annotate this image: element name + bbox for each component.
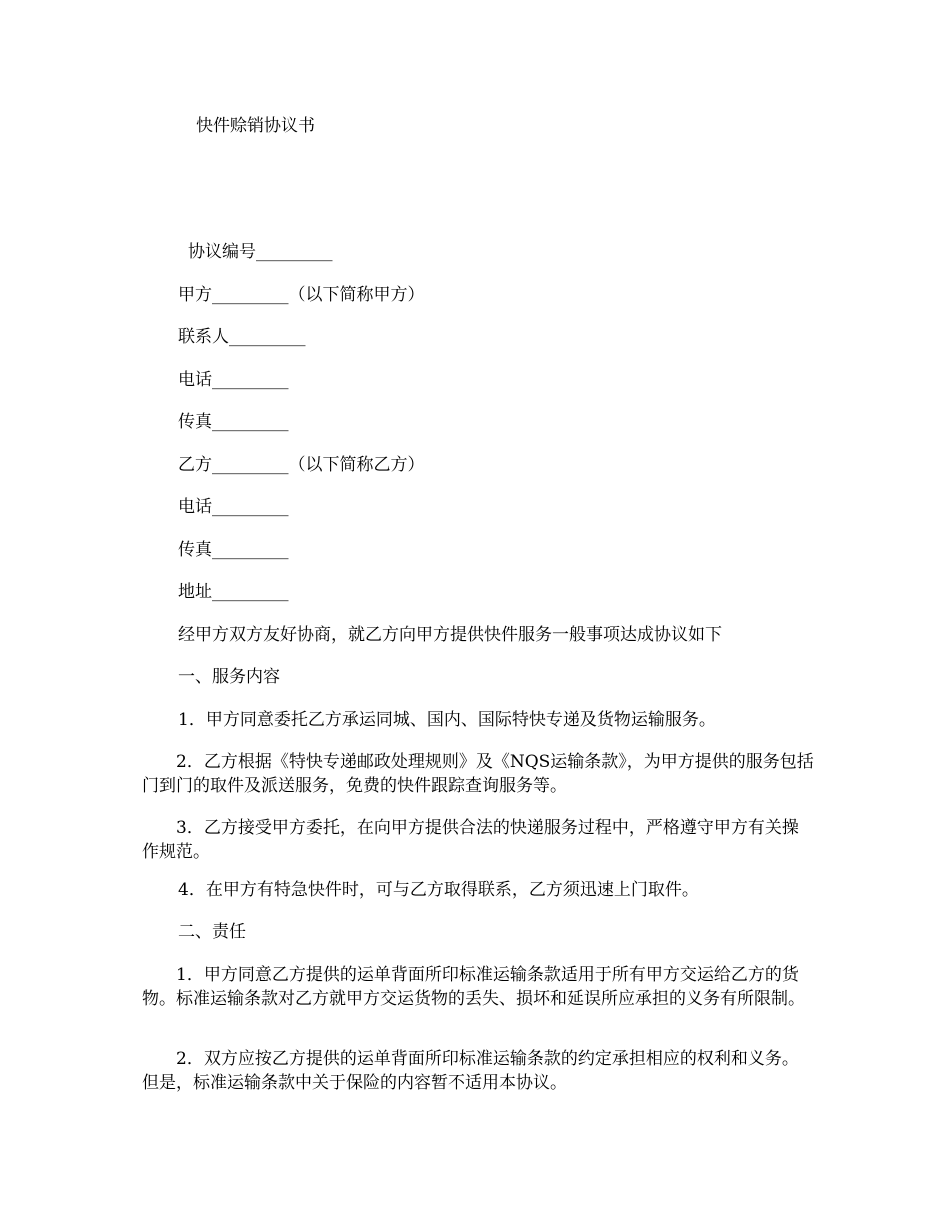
party-b-field: 乙方_________（以下简称乙方） <box>178 455 425 475</box>
agreement-number-field: 协议编号_________ <box>188 242 333 262</box>
clause-item: 4．在甲方有特急快件时，可与乙方取得联系，乙方须迅速上门取件。 <box>178 880 699 900</box>
party-b-fax-field: 传真_________ <box>178 540 289 560</box>
contact-person-field: 联系人_________ <box>178 327 306 347</box>
clause-item: 1．甲方同意委托乙方承运同城、国内、国际特快专递及货物运输服务。 <box>178 710 716 730</box>
address-field: 地址_________ <box>178 582 289 602</box>
party-a-fax-field: 传真_________ <box>178 412 289 432</box>
clause-item: 3．乙方接受甲方委托，在向甲方提供合法的快递服务过程中，严格遵守甲方有关操作规范。 <box>142 818 799 862</box>
section-heading-responsibility: 二、责任 <box>178 922 246 942</box>
party-a-phone-field: 电话_________ <box>178 370 289 390</box>
clause-item: 2．乙方根据《特快专递邮政处理规则》及《NQS运输条款》，为甲方提供的服务包括门到门的取件及派送服务，免费的快件跟踪查询服务等。 <box>142 752 814 796</box>
intro-paragraph: 经甲方双方友好协商，就乙方向甲方提供快件服务一般事项达成协议如下 <box>178 625 722 645</box>
clause-item: 1．甲方同意乙方提供的运单背面所印标准运输条款适用于所有甲方交运给乙方的货物。标准运输条款对乙方就甲方交运货物的丢失、损坏和延误所应承担的义务有所限制。 <box>142 965 805 1009</box>
party-b-phone-field: 电话_________ <box>178 497 289 517</box>
party-a-field: 甲方_________（以下简称甲方） <box>178 285 425 305</box>
clause-item: 2．双方应按乙方提供的运单背面所印标准运输条款的约定承担相应的权利和义务。但是，标准运输条款中关于保险的内容暂不适用本协议。 <box>142 1049 799 1093</box>
section-heading-services: 一、服务内容 <box>178 667 280 687</box>
document-title: 快件赊销协议书 <box>196 116 315 136</box>
